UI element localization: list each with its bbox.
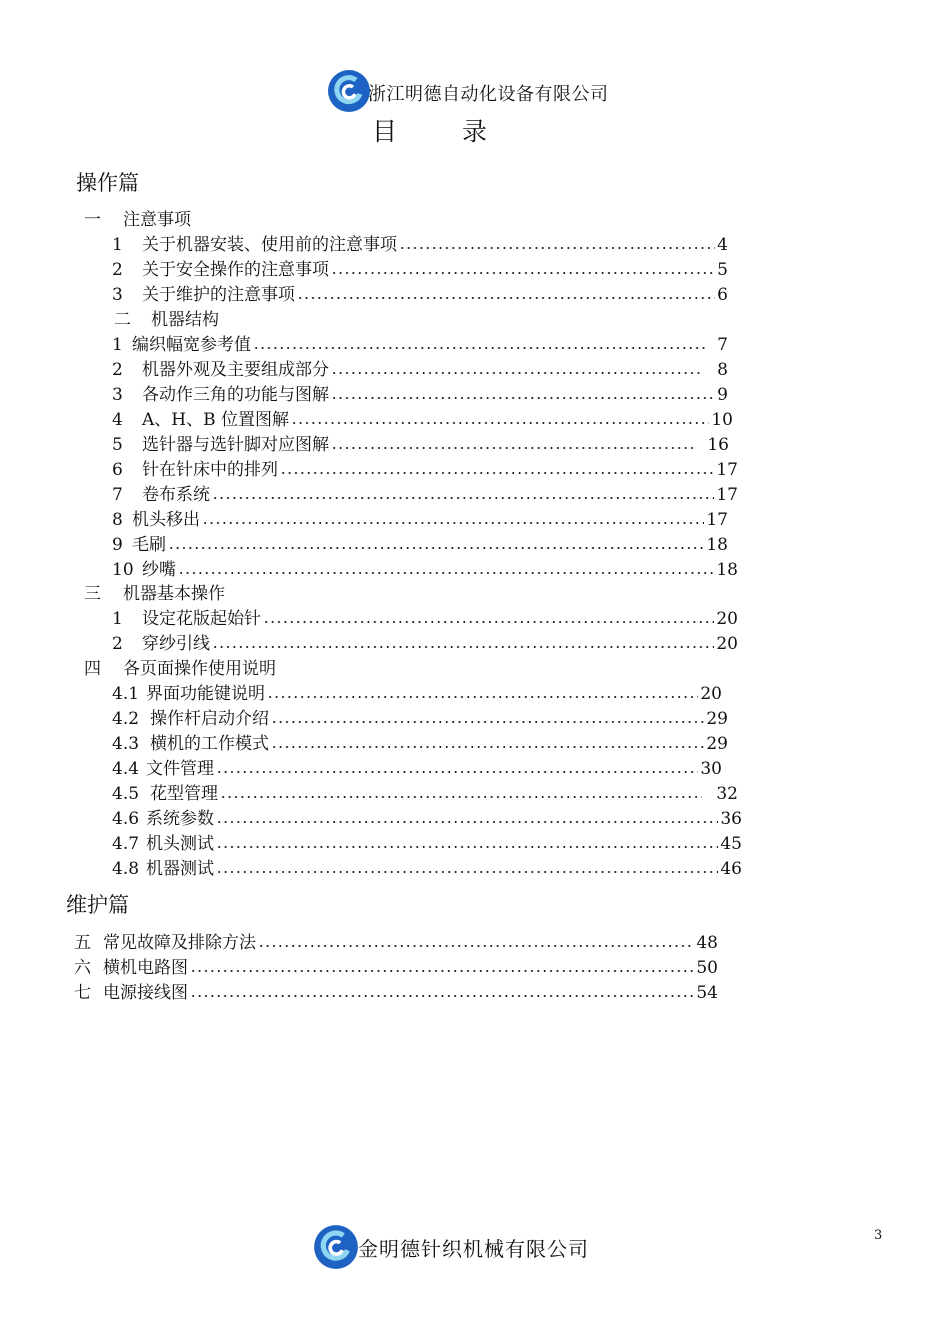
chapter-3-heading — [84, 582, 225, 606]
entry-title: 针在针床中的排列 — [142, 460, 278, 480]
entry-page: 20 — [716, 609, 738, 629]
toc-entry-4-6[interactable] — [112, 807, 742, 831]
entry-title: 机头测试 — [146, 834, 214, 854]
chapter-title: 机器基本操作 — [123, 584, 225, 604]
entry-page: 18 — [716, 560, 738, 580]
dot-leader — [212, 646, 714, 648]
chapter-number: 一 — [84, 210, 101, 230]
entry-number: 2 — [112, 360, 123, 380]
dot-leader — [297, 297, 715, 299]
entry-title: 常见故障及排除方法 — [103, 933, 256, 953]
dot-leader — [216, 821, 718, 823]
toc-entry-4-7[interactable] — [112, 832, 742, 856]
entry-title: 设定花版起始针 — [142, 609, 261, 629]
entry-number: 1 — [112, 235, 123, 255]
chapter-number: 三 — [84, 584, 101, 604]
entry-page: 7 — [717, 335, 728, 355]
entry-number: 6 — [112, 460, 123, 480]
dot-leader — [271, 721, 704, 723]
entry-title: 选针器与选针脚对应图解 — [142, 435, 329, 455]
entry-title: 各动作三角的功能与图解 — [142, 385, 329, 405]
entry-page: 30 — [700, 759, 722, 779]
entry-number: 4.6 — [112, 809, 140, 829]
entry-title: 文件管理 — [146, 759, 214, 779]
dot-leader — [190, 970, 694, 972]
company-logo-icon — [312, 1223, 360, 1271]
dot-leader — [220, 796, 702, 798]
chapter-number: 四 — [84, 659, 101, 679]
toc-entry-6[interactable] — [74, 956, 718, 980]
dot-leader — [178, 572, 714, 574]
dot-leader — [202, 522, 704, 524]
entry-number: 4.3 — [112, 734, 140, 754]
entry-number: 4.1 — [112, 684, 140, 704]
entry-page: 9 — [717, 385, 728, 405]
company-name-footer: 金明德针织机械有限公司 — [358, 1237, 589, 1261]
entry-number: 2 — [112, 260, 123, 280]
entry-number: 2 — [112, 634, 123, 654]
entry-title: 横机的工作模式 — [150, 734, 269, 754]
entry-number: 五 — [74, 933, 91, 953]
toc-entry-4-5[interactable] — [112, 782, 738, 806]
dot-leader — [216, 771, 698, 773]
dot-leader — [190, 995, 694, 997]
toc-entry-2-2[interactable] — [112, 358, 728, 382]
chapter-1-heading — [84, 208, 191, 232]
entry-number: 七 — [74, 983, 91, 1003]
entry-page: 50 — [696, 958, 718, 978]
dot-leader — [331, 372, 701, 374]
entry-number: 4.4 — [112, 759, 140, 779]
dot-leader — [331, 272, 715, 274]
entry-page: 32 — [716, 784, 738, 804]
entry-title: 穿纱引线 — [142, 634, 210, 654]
entry-title: 关于机器安装、使用前的注意事项 — [142, 235, 397, 255]
toc-entry-4-4[interactable] — [112, 757, 722, 781]
part-maintenance-heading: 维护篇 — [66, 893, 129, 917]
entry-title: 纱嘴 — [142, 560, 176, 580]
dot-leader — [399, 247, 715, 249]
toc-entry-2-6[interactable] — [112, 458, 738, 482]
entry-title: 操作杆启动介绍 — [150, 709, 269, 729]
company-logo-icon — [326, 68, 372, 114]
toc-entry-2-9[interactable] — [112, 533, 728, 557]
dot-leader — [291, 422, 709, 424]
toc-entry-7[interactable] — [74, 981, 718, 1005]
entry-number: 4.7 — [112, 834, 140, 854]
entry-number: 六 — [74, 958, 91, 978]
dot-leader — [271, 746, 704, 748]
entry-page: 16 — [707, 435, 729, 455]
entry-number: 3 — [112, 285, 123, 305]
toc-entry-4-1[interactable] — [112, 682, 722, 706]
dot-leader — [258, 945, 694, 947]
entry-title: 电源接线图 — [103, 983, 188, 1003]
toc-entry-2-4[interactable] — [112, 408, 733, 432]
chapter-title: 各页面操作使用说明 — [123, 659, 276, 679]
toc-entry-4-8[interactable] — [112, 857, 742, 881]
entry-page: 17 — [706, 510, 728, 530]
dot-leader — [253, 347, 705, 349]
entry-number: 4 — [112, 410, 123, 430]
dot-leader — [216, 846, 718, 848]
entry-number: 4.2 — [112, 709, 140, 729]
entry-page: 18 — [706, 535, 728, 555]
dot-leader — [280, 472, 714, 474]
entry-title: 编织幅宽参考值 — [132, 335, 251, 355]
entry-number: 5 — [112, 435, 123, 455]
entry-page: 20 — [716, 634, 738, 654]
part-operation-heading: 操作篇 — [76, 171, 139, 195]
entry-title: 毛刷 — [132, 535, 166, 555]
entry-page: 17 — [716, 460, 738, 480]
chapter-2-heading — [114, 308, 219, 332]
entry-number: 4.5 — [112, 784, 140, 804]
entry-page: 4 — [717, 235, 728, 255]
entry-page: 46 — [720, 859, 742, 879]
page-title: 目录 — [372, 117, 553, 146]
toc-entry-4-3[interactable] — [112, 732, 728, 756]
entry-number: 1 — [112, 335, 123, 355]
toc-entry-1-3[interactable] — [112, 283, 728, 307]
entry-page: 17 — [716, 485, 738, 505]
entry-number: 9 — [112, 535, 123, 555]
toc-entry-2-1[interactable] — [112, 333, 728, 357]
entry-number: 1 — [112, 609, 123, 629]
entry-page: 10 — [711, 410, 733, 430]
toc-entry-2-7[interactable] — [112, 483, 738, 507]
page-number: 3 — [874, 1228, 883, 1243]
toc-entry-2-3[interactable] — [112, 383, 728, 407]
entry-page: 6 — [717, 285, 728, 305]
toc-entry-2-10[interactable] — [112, 558, 738, 582]
entry-number: 7 — [112, 485, 123, 505]
toc-entry-5[interactable] — [74, 931, 718, 955]
entry-title: 机器测试 — [146, 859, 214, 879]
dot-leader — [331, 397, 715, 399]
toc-entry-1-1[interactable] — [112, 233, 728, 257]
entry-number: 8 — [112, 510, 123, 530]
dot-leader — [216, 871, 718, 873]
entry-title: 花型管理 — [150, 784, 218, 804]
entry-title: 系统参数 — [146, 809, 214, 829]
entry-title: 关于安全操作的注意事项 — [142, 260, 329, 280]
company-name-header: 浙江明德自动化设备有限公司 — [368, 84, 609, 105]
entry-page: 45 — [720, 834, 742, 854]
toc-entry-3-2[interactable] — [112, 632, 738, 656]
entry-page: 29 — [706, 734, 728, 754]
entry-number: 4.8 — [112, 859, 140, 879]
chapter-title: 注意事项 — [123, 210, 191, 230]
entry-page: 29 — [706, 709, 728, 729]
chapter-title: 机器结构 — [151, 310, 219, 330]
entry-title: A、H、B 位置图解 — [142, 410, 289, 430]
entry-page: 36 — [720, 809, 742, 829]
chapter-number: 二 — [114, 310, 131, 330]
toc-entry-4-2[interactable] — [112, 707, 728, 731]
dot-leader — [212, 497, 714, 499]
entry-title: 机器外观及主要组成部分 — [142, 360, 329, 380]
entry-page: 8 — [717, 360, 728, 380]
entry-page: 48 — [696, 933, 718, 953]
entry-title: 关于维护的注意事项 — [142, 285, 295, 305]
entry-page: 20 — [700, 684, 722, 704]
dot-leader — [263, 621, 714, 623]
entry-number: 10 — [112, 560, 134, 580]
dot-leader — [267, 696, 698, 698]
toc-entry-3-1[interactable] — [112, 607, 738, 631]
dot-leader — [331, 447, 693, 449]
entry-title: 横机电路图 — [103, 958, 188, 978]
toc-entry-1-2[interactable] — [112, 258, 728, 282]
chapter-4-heading — [84, 657, 276, 681]
entry-title: 机头移出 — [132, 510, 200, 530]
toc-entry-2-8[interactable] — [112, 508, 728, 532]
entry-title: 卷布系统 — [142, 485, 210, 505]
entry-title: 界面功能键说明 — [146, 684, 265, 704]
entry-page: 5 — [717, 260, 728, 280]
entry-page: 54 — [696, 983, 718, 1003]
toc-entry-2-5[interactable] — [112, 433, 729, 457]
entry-number: 3 — [112, 385, 123, 405]
dot-leader — [168, 547, 704, 549]
